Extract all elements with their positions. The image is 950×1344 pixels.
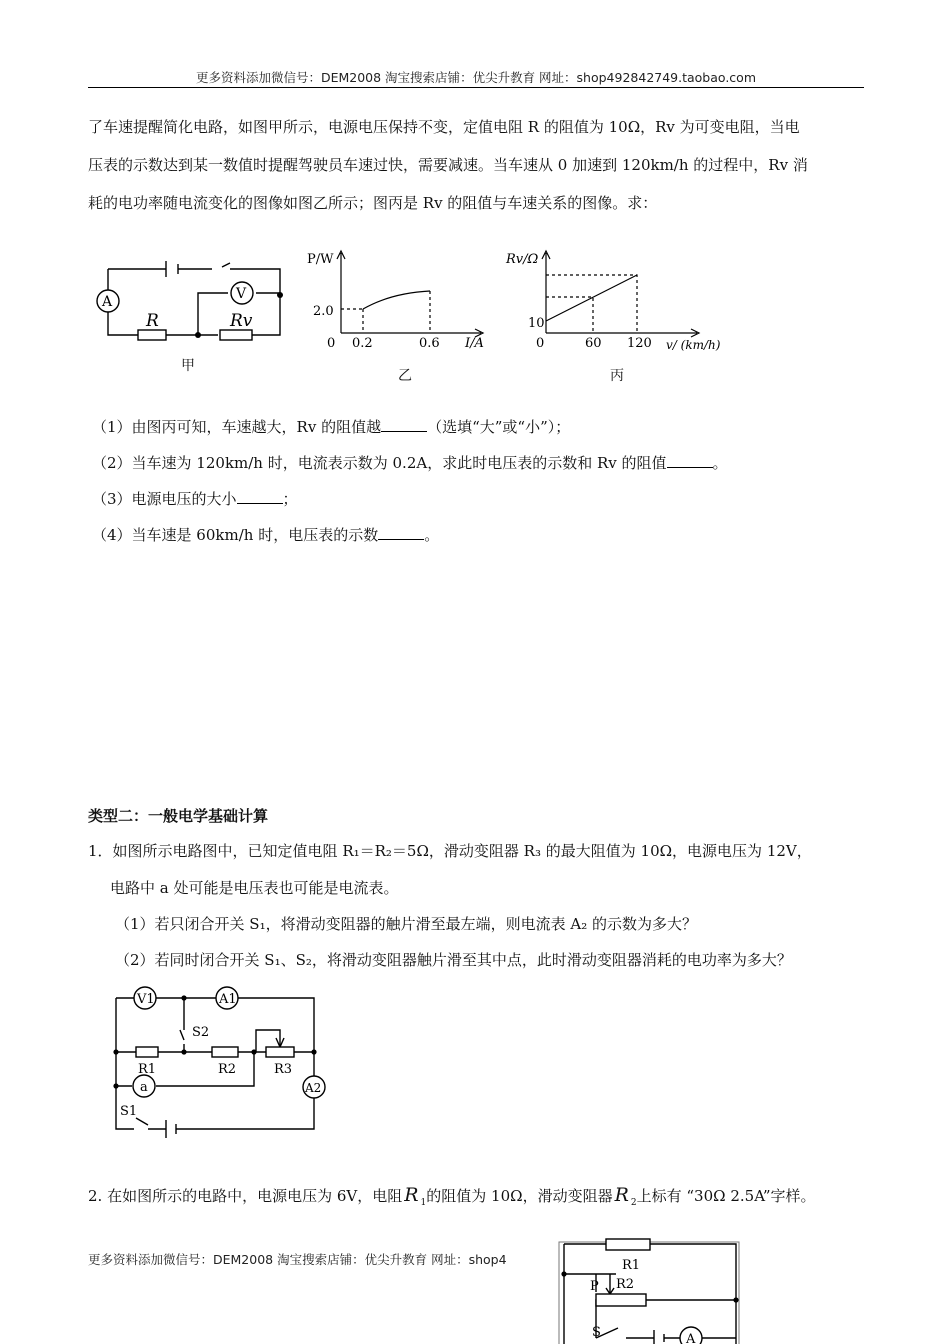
circuit-problem3 [556, 1234, 746, 1344]
yi-xtick-1: 0.2 [352, 336, 373, 351]
bing-xlabel: v/ (km/h) [666, 338, 721, 352]
section-title: 类型二：一般电学基础计算 [88, 807, 269, 825]
circuit-jia [94, 255, 294, 350]
problem2-q2: （2）若同时闭合开关 S₁、S₂，将滑动变阻器触片滑至其中点，此时滑动变阻器消耗的电功率为多大？ [115, 951, 792, 969]
bing-xtick-2: 120 [627, 336, 652, 351]
answer-blank-4[interactable] [378, 525, 424, 540]
problem3-line: 2. 在如图所示的电路中，电源电压为 6V，电阻 R $_1$的阻值为 10Ω，滑动变阻器 R $_2$上标有 “30Ω 2.5A”字样。 [88, 1184, 816, 1208]
meter-a-label: a [140, 1080, 148, 1095]
s2-label: S2 [192, 1025, 210, 1040]
graph-yi [305, 245, 495, 353]
resistor-rv-label: Rv [230, 311, 253, 331]
bing-ylabel: Rv/Ω [506, 252, 539, 267]
s1-label: S1 [120, 1104, 138, 1119]
circuit-problem2 [108, 984, 333, 1140]
caption-jia: 甲 [181, 358, 195, 374]
answer-blank-2[interactable] [667, 453, 713, 468]
question-4: （4）当车速是 60km/h 时，电压表的示数 。 [92, 526, 440, 544]
problem2-q1: （1）若只闭合开关 S₁，将滑动变阻器的触片滑至最左端，则电流表 A₂ 的示数为多大？ [115, 915, 697, 933]
resistor-r-label: R [146, 311, 159, 331]
page-header: 更多资料添加微信号：DEM2008 淘宝搜索店铺：优尖升教育 网址：shop492842749.taobao.com [195, 70, 757, 85]
c3-s-label: S [592, 1325, 601, 1340]
answer-blank-3[interactable] [237, 489, 283, 504]
yi-xlabel: I/A [465, 336, 484, 351]
problem-text-line-2: 压表的示数达到某一数值时提醒驾驶员车速过快，需要减速。当车速从 0 加速到 120km/h 的过程中，Rv 消 [88, 156, 808, 174]
r2-label: R2 [218, 1062, 237, 1077]
a2-label: A2 [305, 1081, 322, 1095]
yi-xtick-2: 0.6 [419, 336, 440, 351]
v1-label: V1 [137, 992, 155, 1007]
question-2: （2）当车速为 120km/h 时，电流表示数为 0.2A，求此时电压表的示数和 Rv 的阻值 。 [92, 454, 728, 472]
caption-yi: 乙 [398, 368, 412, 384]
yi-ylabel: P/W [307, 252, 334, 267]
problem-text-line-1: 了车速提醒简化电路，如图甲所示，电源电压保持不变，定值电阻 R 的阻值为 10Ω，Rv 为可变电阻，当电 [88, 118, 800, 136]
question-3: （3）电源电压的大小 ； [92, 490, 298, 508]
ammeter-label: A [102, 294, 113, 310]
bing-xtick-1: 60 [585, 336, 602, 351]
page-footer: 更多资料添加微信号：DEM2008 淘宝搜索店铺：优尖升教育 网址：shop4 [88, 1252, 507, 1267]
voltmeter-label: V [236, 286, 247, 302]
caption-bing: 丙 [610, 368, 624, 384]
r1-label: R1 [138, 1062, 157, 1077]
problem2-line-2: 电路中 a 处可能是电压表也可能是电流表。 [110, 879, 399, 897]
answer-blank-1[interactable] [381, 417, 427, 432]
c3-r1-label: R1 [622, 1258, 641, 1273]
graph-bing [502, 245, 742, 353]
c3-p-label: P [590, 1279, 599, 1294]
a1-label: A1 [219, 992, 237, 1007]
bing-origin: 0 [536, 336, 545, 351]
question-1: （1）由图丙可知，车速越大，Rv 的阻值越 （选填“大”或“小”）； [92, 418, 571, 436]
problem2-line-1: 1．如图所示电路图中，已知定值电阻 R₁＝R₂＝5Ω，滑动变阻器 R₃ 的最大阻值为 10Ω，电源电压为 12V， [88, 842, 812, 860]
r3-label: R3 [274, 1062, 293, 1077]
c3-r2-label: R2 [616, 1277, 635, 1292]
problem-text-line-3: 耗的电功率随电流变化的图像如图乙所示；图丙是 Rv 的阻值与车速关系的图像。求： [88, 194, 658, 212]
c3-a-label: A [686, 1332, 696, 1344]
header-rule [88, 87, 864, 88]
bing-ytick: 10 [528, 316, 545, 331]
yi-origin: 0 [327, 336, 336, 351]
yi-ytick: 2.0 [313, 304, 334, 319]
